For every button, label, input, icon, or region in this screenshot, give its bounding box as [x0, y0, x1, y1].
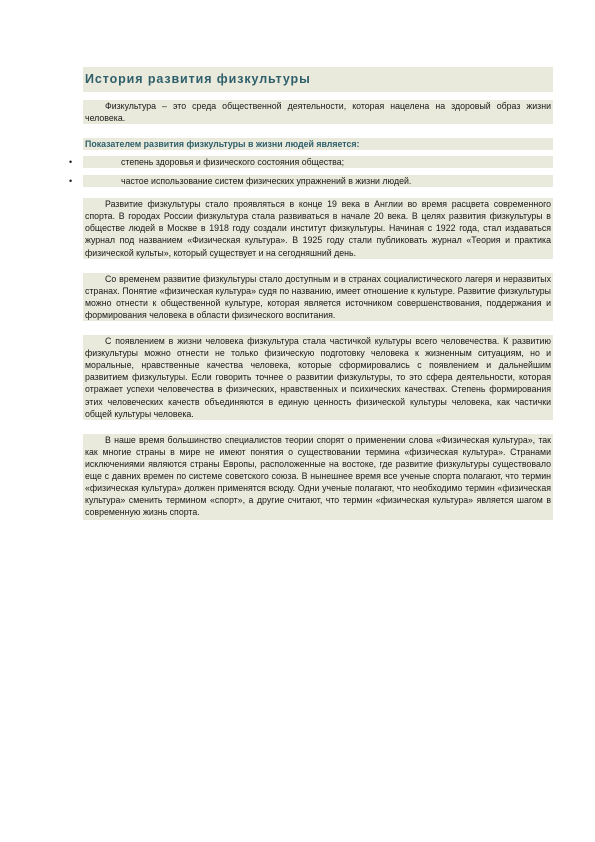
- history-paragraph: Развитие физкультуры стало проявляться в конце 19 века в Англии во время расцвета современного спорта. В городах России физкультура стала развиваться в начале 20 века. В целях развития физкультуры в обществе людей в Москве в 1918 году создали институт физкультуры. Начиная с 1922 года, стал издаваться журнал под названием «Физическая культура». В 1925 году стали публиковать журнал «Теория и практика физической культы», который существует и на сегодняшний день.: [85, 199, 551, 258]
- list-item-text: степень здоровья и физического состояния общества;: [121, 157, 345, 168]
- spacer: [83, 321, 553, 335]
- spacer: [83, 168, 553, 175]
- intro-paragraph: Физкультура – это среда общественной деятельности, которая нацелена на здоровый образ жизни человека.: [85, 101, 551, 124]
- spacer: [83, 92, 553, 100]
- page-title: История развития физкультуры: [85, 72, 311, 86]
- spacer: [83, 420, 553, 434]
- spacer: [83, 259, 553, 273]
- spacer: [83, 187, 553, 198]
- bullet-icon: •: [69, 176, 73, 187]
- bullet-icon: •: [69, 157, 73, 168]
- spread-paragraph: Со временем развитие физкультуры стало доступным и в странах социалистического лагеря и неразвитых странах. Понятие «физическая культура» судя по названию, имеет отношение к культуре. Развитие физкультуры можно отнести к общественной культуре, которая является источником совершенствования, поддержания и формирования человека в области физического воспитания.: [85, 273, 551, 320]
- document-body: [69, 67, 553, 520]
- culture-paragraph: С появлением в жизни человека физкультура стала частичкой культуры всего человечества. К развитию физкультуры можно отнести не только физическую подготовку человека к жизненным ситуациям, но и моральные, нравственные качества человека, которые сформировались с появлением и дальнейшим развитием физкультуры. Если говорить точнее о развитии физкультуры, то это сфера деятельности, которая отражает успехи человечества в физических, нравственных и психических качествах. Степень формирования этих человеческих качеств объединяются в единую ценность физической культуры человека, как частички общей культуры человека.: [85, 336, 551, 419]
- list-item: [69, 175, 553, 187]
- indicators-list: [69, 156, 553, 187]
- spacer: [83, 124, 553, 138]
- indicators-subheading: Показателем развития физкультуры в жизни людей является:: [85, 139, 360, 150]
- list-item-text: частое использование систем физических упражнений в жизни людей.: [121, 176, 412, 187]
- list-item: [69, 156, 553, 168]
- terminology-paragraph: В наше время большинство специалистов теории спорят о применении слова «Физическая культура», так как многие страны в мире не имеют понятия о существовании термина «физическая культура». Странами исключениями являются страны Европы, расположенные на востоке, где развитие физкультуры существовало еще с давних времен по системе советского союза. В нынешнее время все ученые спорта полагают, что термин «физическая культура» должен применятся всюду. Одни ученые полагают, что необходимо термин «физическая культура» сменить термином «спорт», а другие считают, что термин «физическая культура» является шагом в современную жизнь спорта.: [85, 434, 551, 518]
